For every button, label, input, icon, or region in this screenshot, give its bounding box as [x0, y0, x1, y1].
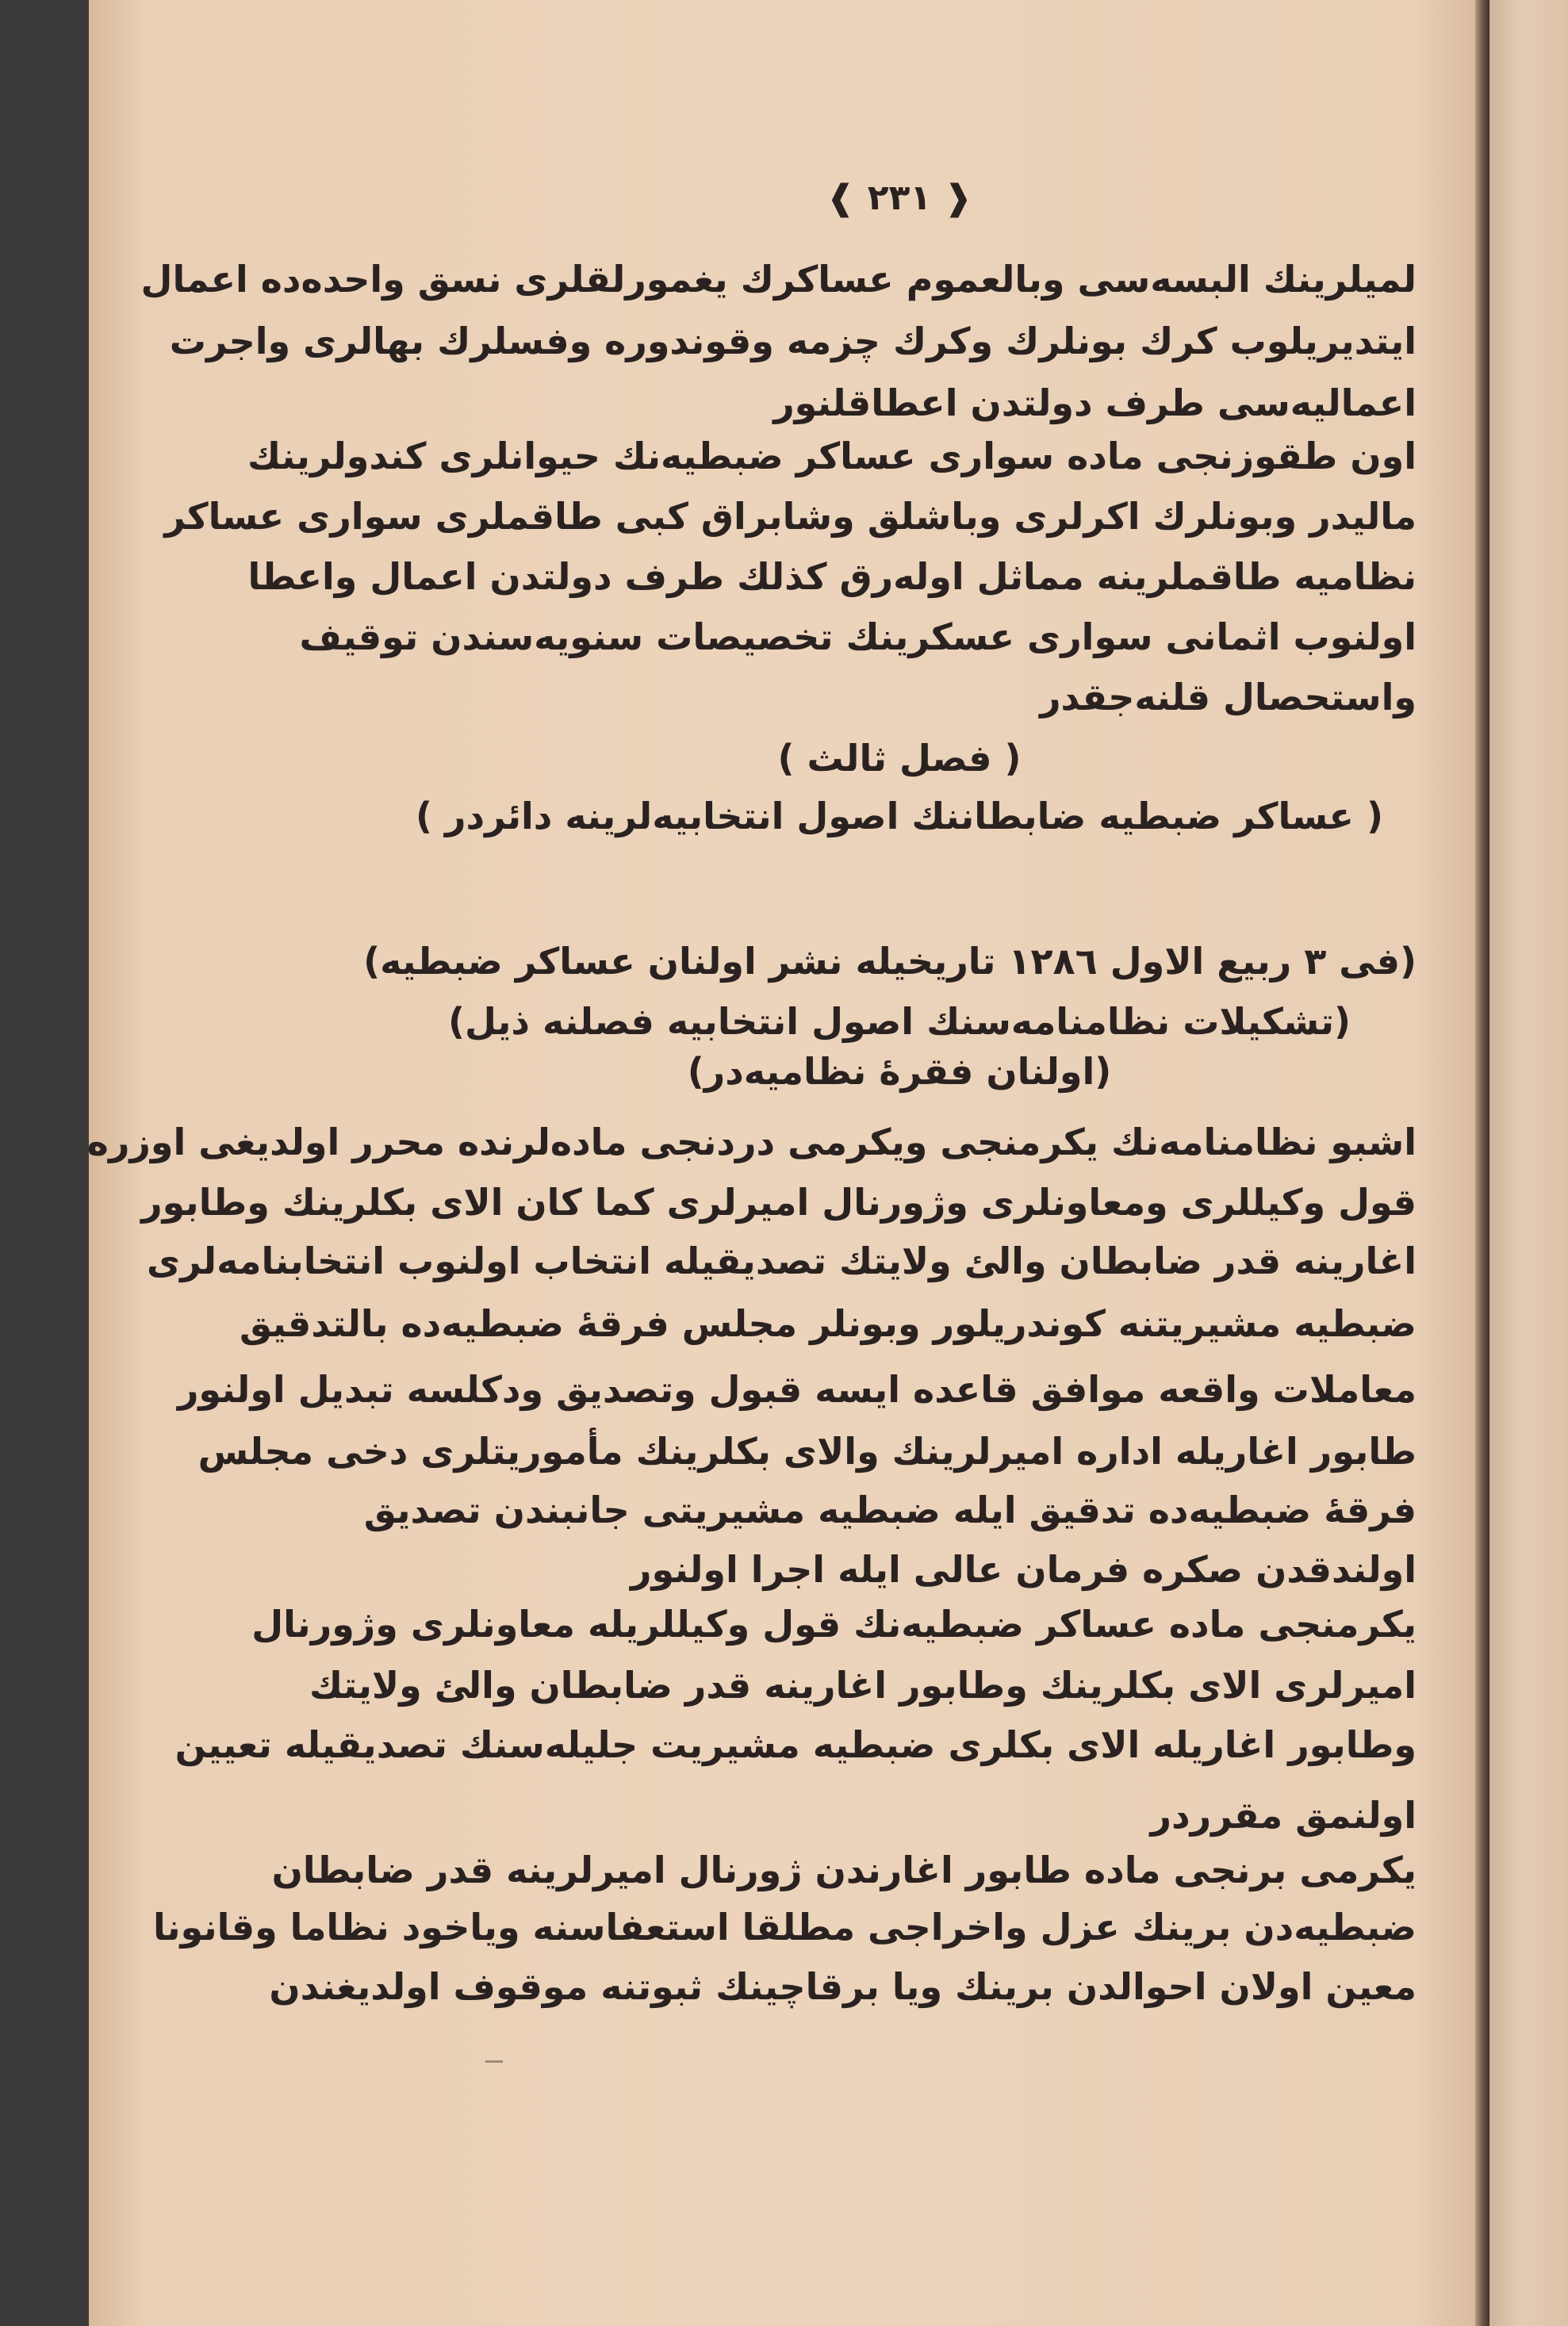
text-line: يكرمی برنجی ماده طابور اغارندن ژورنال اميرلرينه قدر ضابطان — [271, 1849, 1417, 1891]
text-line: قول وكيللری ومعاونلری وژورنال اميرلری كما كان الای بكلرينك وطابور — [141, 1181, 1417, 1224]
text-line: اعماليه‌سی طرف دولتدن اعطاقلنور — [773, 381, 1417, 424]
text-line: اميرلری الای بكلرينك وطابور اغارينه قدر ضابطان والئ ولايتك — [309, 1664, 1417, 1707]
page-number: ❰ ٢٣١ ❱ — [826, 178, 973, 218]
section-subheading: ( عساكر ضبطيه ضابطاننك اصول انتخابيه‌لرينه دائردر ) — [415, 795, 1384, 837]
book-gutter — [1475, 0, 1489, 2326]
text-line: يكرمنجی ماده عساكر ضبطيه‌نك قول وكيللريله معاونلری وژورنال — [251, 1603, 1417, 1646]
text-line: اولندقدن صكره فرمان عالی ايله اجرا اولنور — [631, 1548, 1417, 1591]
text-line: اولنمق مقرردر — [1150, 1794, 1417, 1837]
text-line: طابور اغاريله اداره اميرلرينك والای بكلرينك مأموريتلری دخی مجلس — [197, 1430, 1417, 1473]
text-line: اون طقوزنجی ماده سواری عساكر ضبطيه‌نك حيوانلری كندولرينك — [247, 435, 1417, 477]
ink-mark — [485, 2060, 503, 2063]
text-line: ايتديريلوب كرك بونلرك وكرك چزمه وقوندوره وفسلرك بهالری واجرت — [169, 320, 1417, 362]
text-line: ضبطيه مشيريتنه كوندريلور وبونلر مجلس فرقهٔ ضبطيه‌ده بالتدقيق — [239, 1302, 1417, 1345]
section-heading: ( فصل ثالث ) — [777, 737, 1022, 780]
text-line: اولنوب اثمانی سواری عسكرينك تخصيصات سنويه‌سندن توقيف — [299, 615, 1417, 658]
note-heading-line: (اولنان فقرهٔ نظاميه‌در) — [687, 1050, 1112, 1093]
text-line: ماليدر وبونلرك اكرلری وباشلق وشابراق كبی طاقملری سواری عساكر — [164, 495, 1417, 538]
text-line: ضبطيه‌دن برينك عزل واخراجی مطلقا استعفاسنه وياخود نظاما وقانونا — [153, 1906, 1417, 1949]
text-line: نظاميه طاقملرينه مماثل اوله‌رق كذلك طرف دولتدن اعمال واعطا — [247, 555, 1417, 598]
facing-page-edge — [1489, 0, 1568, 2326]
text-line: اغارينه قدر ضابطان والئ ولايتك تصديقيله انتخاب اولنوب انتخابنامه‌لری — [147, 1240, 1417, 1282]
text-line: وطابور اغاريله الای بكلری ضبطيه مشيريت جليله‌سنك تصديقيله تعيين — [174, 1723, 1417, 1766]
text-line: معين اولان احوالدن برينك ويا برقاچينك ثبوتنه موقوف اولديغندن — [269, 1965, 1417, 2008]
text-line: معاملات واقعه موافق قاعده ايسه قبول وتصديق ودكلسه تبديل اولنور — [177, 1368, 1417, 1411]
note-heading-line: (فی ٣ ربيع الاول ١٢٨٦ تاريخيله نشر اولنان عساكر ضبطيه) — [363, 940, 1417, 983]
note-heading-line: (تشكيلات نظامنامه‌سنك اصول انتخابيه فصلنه ذيل) — [448, 1000, 1351, 1043]
text-line: اشبو نظامنامه‌نك يكرمنجی ويكرمی دردنجی ماده‌لرنده محرر اولديغی اوزره — [86, 1121, 1417, 1163]
text-line: فرقهٔ ضبطيه‌ده تدقيق ايله ضبطيه مشيريتی جانبندن تصديق — [363, 1489, 1417, 1531]
text-line: لميلرينك البسه‌سی وبالعموم عساكرك يغمورلقلری نسق واحده‌ده اعمال — [140, 258, 1417, 301]
text-line: واستحصال قلنه‌جقدر — [1040, 676, 1417, 718]
